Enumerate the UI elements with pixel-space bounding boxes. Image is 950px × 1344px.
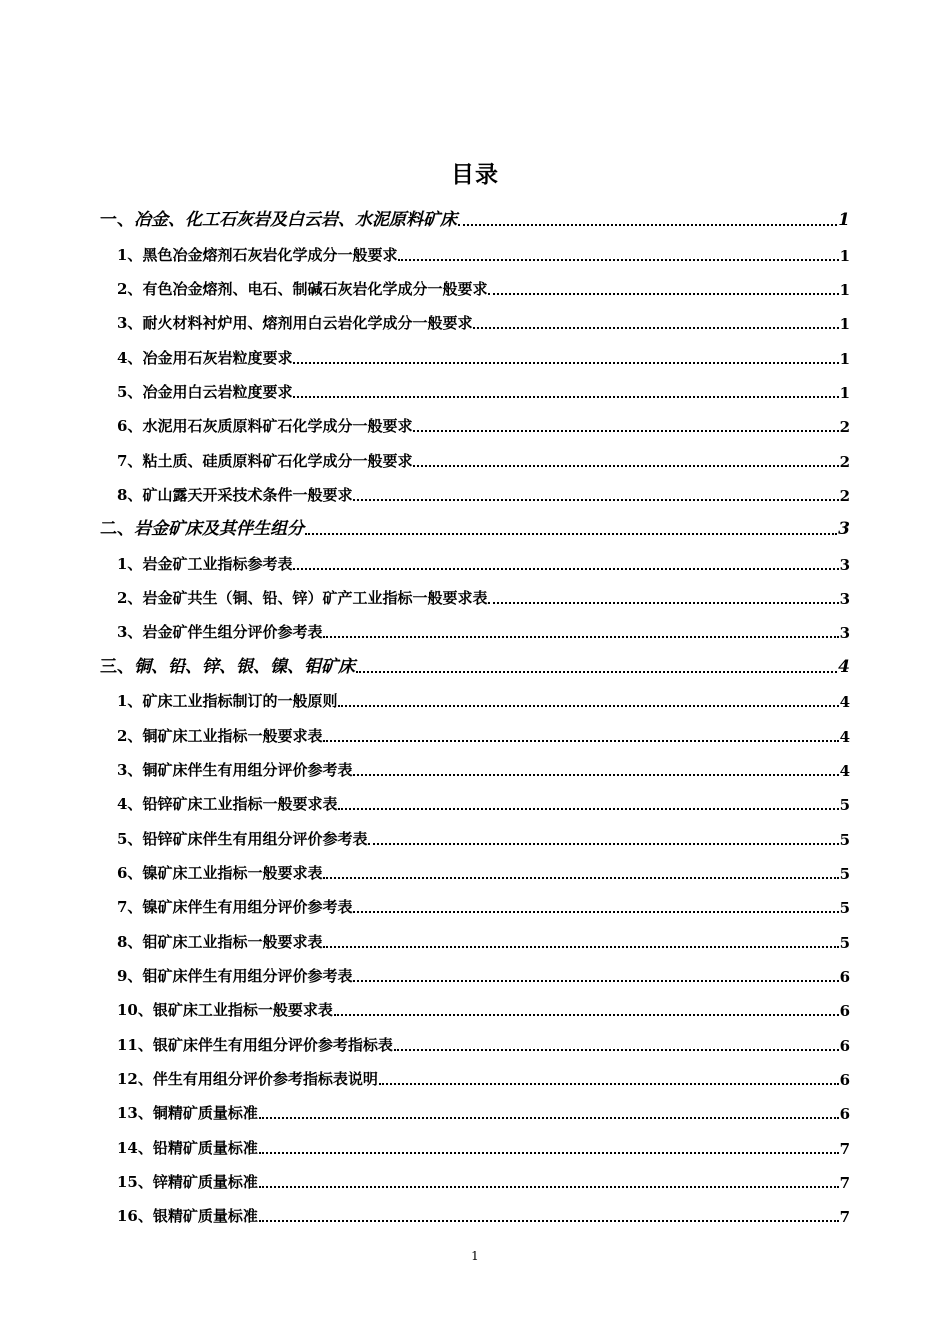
toc-page-number: 4 — [839, 693, 850, 712]
toc-page-number: 1 — [839, 246, 850, 265]
toc-dot-leader — [488, 602, 838, 604]
toc-dot-leader — [413, 465, 838, 467]
toc-item-row[interactable] — [100, 887, 850, 921]
toc-entry-number: 1、 — [117, 554, 143, 573]
toc-section-row[interactable] — [100, 646, 850, 680]
toc-item-row[interactable] — [100, 337, 850, 371]
toc-entry-text: 钼矿床工业指标一般要求表 — [142, 932, 323, 951]
toc-page-number: 2 — [839, 452, 850, 471]
toc-entry-text: 铜矿床伴生有用组分评价参考表 — [142, 760, 353, 779]
toc-entry-text: 伴生有用组分评价参考指标表说明 — [152, 1069, 378, 1088]
toc-entry-title — [117, 999, 333, 1024]
toc-dot-leader — [353, 980, 838, 982]
toc-entry-number: 3、 — [117, 760, 143, 779]
toc-item-row[interactable] — [100, 612, 850, 646]
toc-page-number: 6 — [839, 1105, 850, 1124]
toc-entry-title — [117, 965, 352, 990]
toc-dot-leader — [259, 1220, 839, 1222]
toc-page-number: 6 — [839, 1002, 850, 1021]
toc-entry-text: 有色冶金熔剂、电石、制碱石灰岩化学成分一般要求 — [142, 280, 488, 299]
toc-item-row[interactable] — [100, 440, 850, 474]
toc-page-number: 2 — [839, 418, 850, 437]
toc-entry-title — [117, 278, 487, 303]
toc-page-number: 5 — [839, 864, 850, 883]
toc-page-number: 5 — [839, 899, 850, 918]
toc-entry-text: 矿床工业指标制订的一般原则 — [142, 692, 338, 711]
toc-page-number: 4 — [838, 656, 850, 677]
toc-page-number: 4 — [839, 761, 850, 780]
toc-entry-title — [117, 1068, 378, 1093]
toc-item-row[interactable] — [100, 956, 850, 990]
toc-item-row[interactable] — [100, 234, 850, 268]
toc-entry-number: 2、 — [117, 726, 143, 745]
toc-entry-number: 一、 — [100, 210, 134, 231]
toc-item-row[interactable] — [100, 1127, 850, 1161]
table-of-contents — [100, 200, 850, 1230]
toc-entry-number: 8、 — [117, 486, 143, 505]
toc-dot-leader — [323, 946, 838, 948]
toc-entry-title — [117, 690, 337, 715]
toc-entry-number: 12、 — [117, 1069, 153, 1088]
toc-entry-text: 水泥用石灰质原料矿石化学成分一般要求 — [142, 417, 413, 436]
toc-entry-number: 2、 — [117, 280, 143, 299]
toc-entry-number: 4、 — [117, 348, 143, 367]
toc-entry-number: 1、 — [117, 692, 143, 711]
toc-entry-title — [117, 828, 367, 853]
toc-page-number: 1 — [839, 384, 850, 403]
toc-dot-leader — [394, 1049, 839, 1051]
toc-page-number: 1 — [839, 281, 850, 300]
toc-page-number: 6 — [839, 1036, 850, 1055]
toc-page-number: 6 — [839, 1070, 850, 1089]
toc-page-number: 4 — [839, 727, 850, 746]
toc-entry-text: 冶金、化工石灰岩及白云岩、水泥原料矿床 — [134, 210, 457, 231]
toc-item-row[interactable] — [100, 818, 850, 852]
toc-page-number: 3 — [838, 519, 850, 540]
toc-item-row[interactable] — [100, 784, 850, 818]
toc-entry-text: 岩金矿工业指标参考表 — [142, 554, 293, 573]
toc-entry-title — [117, 553, 292, 578]
toc-entry-number: 7、 — [117, 451, 143, 470]
toc-entry-text: 铅精矿质量标准 — [152, 1138, 258, 1157]
toc-item-row[interactable] — [100, 1162, 850, 1196]
toc-dot-leader — [259, 1152, 839, 1154]
toc-entry-text: 铜、铅、锌、银、镍、钼矿床 — [134, 656, 355, 677]
toc-dot-leader — [356, 671, 837, 673]
toc-dot-leader — [353, 774, 838, 776]
toc-page-number: 5 — [839, 830, 850, 849]
toc-entry-text: 锌精矿质量标准 — [152, 1172, 258, 1191]
toc-page-number: 2 — [839, 487, 850, 506]
toc-entry-text: 耐火材料衬炉用、熔剂用白云岩化学成分一般要求 — [142, 314, 473, 333]
toc-entry-title — [117, 793, 337, 818]
toc-entry-number: 13、 — [117, 1104, 153, 1123]
toc-entry-number: 10、 — [117, 1001, 153, 1020]
toc-page-number: 3 — [839, 624, 850, 643]
toc-dot-leader — [353, 911, 838, 913]
toc-entry-title — [100, 205, 457, 234]
toc-entry-title — [117, 862, 322, 887]
page-number: 1 — [471, 1249, 479, 1263]
toc-entry-text: 银矿床工业指标一般要求表 — [152, 1001, 333, 1020]
toc-entry-title — [117, 1102, 258, 1127]
toc-entry-text: 冶金用白云岩粒度要求 — [142, 383, 293, 402]
toc-item-row[interactable] — [100, 921, 850, 955]
toc-entry-number: 5、 — [117, 383, 143, 402]
toc-item-row[interactable] — [100, 681, 850, 715]
toc-dot-leader — [368, 843, 838, 845]
toc-page-number: 1 — [839, 349, 850, 368]
toc-item-row[interactable] — [100, 1196, 850, 1230]
toc-entry-number: 6、 — [117, 417, 143, 436]
toc-dot-leader — [334, 1014, 839, 1016]
toc-page-number: 7 — [839, 1139, 850, 1158]
toc-item-row[interactable] — [100, 578, 850, 612]
toc-dot-leader — [323, 740, 838, 742]
toc-item-row[interactable] — [100, 543, 850, 577]
toc-page-number: 7 — [839, 1208, 850, 1227]
toc-dot-leader — [305, 533, 837, 535]
toc-entry-text: 钼矿床伴生有用组分评价参考表 — [142, 966, 353, 985]
toc-entry-title — [117, 1034, 393, 1059]
toc-entry-number: 7、 — [117, 898, 143, 917]
toc-dot-leader — [338, 808, 838, 810]
toc-entry-text: 镍矿床伴生有用组分评价参考表 — [142, 898, 353, 917]
toc-entry-title — [117, 1137, 258, 1162]
toc-entry-text: 铅锌矿床工业指标一般要求表 — [142, 795, 338, 814]
toc-entry-number: 5、 — [117, 829, 143, 848]
toc-dot-leader — [293, 362, 838, 364]
toc-entry-text: 银矿床伴生有用组分评价参考指标表 — [152, 1035, 393, 1054]
toc-item-row[interactable] — [100, 303, 850, 337]
toc-item-row[interactable] — [100, 1024, 850, 1058]
toc-page-number: 1 — [838, 210, 850, 231]
toc-dot-leader — [488, 293, 838, 295]
toc-entry-text: 黑色冶金熔剂石灰岩化学成分一般要求 — [142, 245, 398, 264]
toc-dot-leader — [293, 568, 838, 570]
toc-entry-title — [117, 725, 322, 750]
toc-entry-title — [117, 347, 292, 372]
toc-entry-text: 镍矿床工业指标一般要求表 — [142, 863, 323, 882]
toc-entry-title — [117, 484, 352, 509]
toc-item-row[interactable] — [100, 853, 850, 887]
toc-entry-number: 三、 — [100, 656, 134, 677]
toc-item-row[interactable] — [100, 475, 850, 509]
toc-dot-leader — [413, 430, 838, 432]
toc-entry-title — [117, 621, 322, 646]
toc-item-row[interactable] — [100, 372, 850, 406]
toc-dot-leader — [338, 705, 838, 707]
toc-item-row[interactable] — [100, 715, 850, 749]
toc-entry-text: 岩金矿共生（铜、铅、锌）矿产工业指标一般要求表 — [142, 589, 488, 608]
toc-dot-leader — [353, 499, 838, 501]
toc-entry-number: 二、 — [100, 519, 134, 540]
toc-dot-leader — [473, 327, 838, 329]
toc-page-number: 5 — [839, 933, 850, 952]
toc-entry-title — [117, 415, 412, 440]
toc-item-row[interactable] — [100, 1093, 850, 1127]
toc-entry-number: 11、 — [117, 1035, 153, 1054]
toc-entry-text: 银精矿质量标准 — [152, 1207, 258, 1226]
toc-page-number: 1 — [839, 315, 850, 334]
toc-entry-title — [117, 312, 472, 337]
toc-entry-text: 岩金矿床及其伴生组分 — [134, 519, 304, 540]
toc-entry-number: 6、 — [117, 863, 143, 882]
toc-dot-leader — [259, 1117, 839, 1119]
toc-page-number: 6 — [839, 967, 850, 986]
toc-entry-title — [117, 896, 352, 921]
toc-entry-text: 冶金用石灰岩粒度要求 — [142, 348, 293, 367]
toc-dot-leader — [323, 636, 838, 638]
toc-page-number: 7 — [839, 1173, 850, 1192]
toc-entry-text: 矿山露天开采技术条件一般要求 — [142, 486, 353, 505]
toc-entry-title — [117, 244, 397, 269]
toc-entry-number: 16、 — [117, 1207, 153, 1226]
toc-entry-title — [117, 1171, 258, 1196]
toc-entry-title — [117, 381, 292, 406]
toc-item-row[interactable] — [100, 406, 850, 440]
toc-dot-leader — [293, 396, 838, 398]
toc-entry-number: 3、 — [117, 314, 143, 333]
toc-item-row[interactable] — [100, 990, 850, 1024]
toc-entry-number: 2、 — [117, 589, 143, 608]
toc-entry-text: 铜精矿质量标准 — [152, 1104, 258, 1123]
toc-dot-leader — [398, 259, 838, 261]
toc-dot-leader — [379, 1083, 839, 1085]
toc-item-row[interactable] — [100, 750, 850, 784]
toc-dot-leader — [259, 1186, 839, 1188]
toc-item-row[interactable] — [100, 1059, 850, 1093]
toc-entry-number: 9、 — [117, 966, 143, 985]
toc-section-row[interactable] — [100, 200, 850, 234]
toc-entry-title — [117, 759, 352, 784]
toc-entry-title — [117, 450, 412, 475]
toc-entry-text: 铅锌矿床伴生有用组分评价参考表 — [142, 829, 368, 848]
toc-entry-title — [100, 652, 355, 681]
toc-page-number: 3 — [839, 555, 850, 574]
toc-entry-text: 铜矿床工业指标一般要求表 — [142, 726, 323, 745]
toc-entry-title — [117, 1205, 258, 1230]
toc-dot-leader — [458, 224, 837, 226]
toc-entry-number: 14、 — [117, 1138, 153, 1157]
page-title: 目录 — [451, 162, 499, 188]
toc-entry-number: 4、 — [117, 795, 143, 814]
toc-entry-text: 粘土质、硅质原料矿石化学成分一般要求 — [142, 451, 413, 470]
toc-entry-number: 8、 — [117, 932, 143, 951]
toc-section-row[interactable] — [100, 509, 850, 543]
toc-entry-number: 15、 — [117, 1172, 153, 1191]
toc-page-number: 3 — [839, 590, 850, 609]
toc-item-row[interactable] — [100, 269, 850, 303]
toc-entry-title — [100, 514, 304, 543]
toc-entry-title — [117, 931, 322, 956]
toc-entry-number: 3、 — [117, 623, 143, 642]
toc-dot-leader — [323, 877, 838, 879]
toc-page-number: 5 — [839, 796, 850, 815]
toc-entry-text: 岩金矿伴生组分评价参考表 — [142, 623, 323, 642]
toc-entry-title — [117, 587, 487, 612]
toc-entry-number: 1、 — [117, 245, 143, 264]
